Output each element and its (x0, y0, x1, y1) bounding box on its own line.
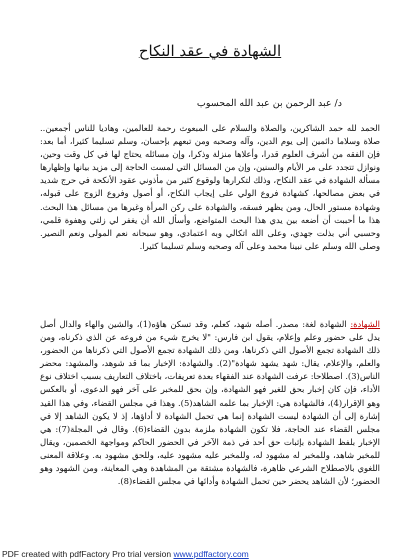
pdffactory-link[interactable]: www.pdffactory.com (173, 549, 249, 559)
definition-paragraph (40, 318, 380, 488)
pdf-footer (2, 549, 249, 559)
author-line: د/ عبد الرحمن بن عبد الله المحسوب (196, 98, 342, 109)
document-title (0, 42, 420, 60)
definition-text: الشهادة لغة: مصدر. أصله شهد، كعلم، وقد تسكن هاؤه(1)، والشين والهاء والدال أصل يدل على حضور وعلم وإعلام، يقول ابن فارس: "لا يخرج شيء من فروعه عن الذي ذكرناه، ومن ذلك الشهادة تجمع الأصول التي ذكرناها، ومن ذلك الشهادة تجمع الأصول التي ذكرناها من الحضور، والعلم، والإعلام، يقال: شهد يشهد شهادة"(2). والشهادة: الإخبار بما قد شوهد، والمشهد: محضر الناس(3). اصطلاحا: عرفت الشهادة عند الفقهاء بعدة تعريفات، باختلاف التعاريف بسبب اختلاف نوع الأداء، فإن كان إخبار بحق للغير فهو الشهادة، وإن بحق للمخبر على آخر فهو الدعوى، أو بالعكس وهو الإقرار(4)، فالشهادة هي: الإخبار بما علمه الشاهد(5). وهذا في مجلس القضاء، وفي هذا القيد إشارة إلى أن الشهادة ليست الشهادة إنما هي تحمل الشهادة لا أداؤها، إذ لا يكون الشاهد إلا في مجلس القضاء عند الحاجة، فلا تكون الشهادة ملزمة بدون القضاء(6). وقال في المجلة(7): هي الإخبار بلفظ الشهادة بإثبات حق أحد في ذمة الآخر في الحضور الحاكم ومواجهة الخصمين، ويقال للمخبر شاهد، وللمخبر له مشهود له، وللمخبر عليه مشهود عليه، وللحق مشهود به. وعلاقة المعنى اللغوي بالاصطلاح الشرعي ظاهرة، فالشهادة مشتقة من المشاهدة وهي المعاينة، ومن الشهود وهو الحضور؛ لأن الشاهد يحضر حين تحمل الشهادة وأدائها في مجلس القضاء(8). (40, 319, 381, 487)
intro-paragraph: الحمد لله حمد الشاكرين، والصلاة والسلام على المبعوث رحمة للعالمين، وهاديا للناس أجمعين.. صلاة وسلاما دائمين إلى يوم الدين، وآله وصحبه ومن تبعهم بإحسان، وسلم تسليما كثيرا، أما بعد: فإن الفقه من أشرف العلوم قدرا، وأعلاها منزلة وذكرا، وإن مسائله يحتاج لها في كل وقت وحين، ونوازل تتجدد على مر الأيام والسنين، وإن من المسائل التي لمست الحاجة إلى مزيد بيانها وإظهارها مسألة الشهادة في عقد النكاح، وذلك لتكرارها ولوقوع كثير من مأذوني عقود الأنكحة في حرج شديد في بعض مصالحها، كشهادة فروع الولي على إيجاب النكاح، أو أصول وفروع الزوج على قبوله، وشهادة مستور الحال، ومن يظهر فسقه، والشهادة على ركن المرأة وغيرها من مسائل هذا البحث. هذا ما أحببت أن أضعه بين يدي هذا البحث المتواضع، وأسأل الله أن يغفر لي زلتي وهفوة قلمي، وحسبي أني بذلت جهدي، وعلى الله اتكالي وبه اعتمادي، وهو سبحانه نعم المولى ونعم النصير. وصلى الله وسلم على نبينا محمد وعلى آله وصحبه وسلم تسليما كثيرا. (40, 123, 380, 251)
definition-term: الشهادة: (350, 319, 381, 329)
document-title-text: الشهادة في عقد النكاح (138, 42, 282, 60)
footer-prefix: PDF created with pdfFactory Pro trial version (2, 549, 174, 559)
